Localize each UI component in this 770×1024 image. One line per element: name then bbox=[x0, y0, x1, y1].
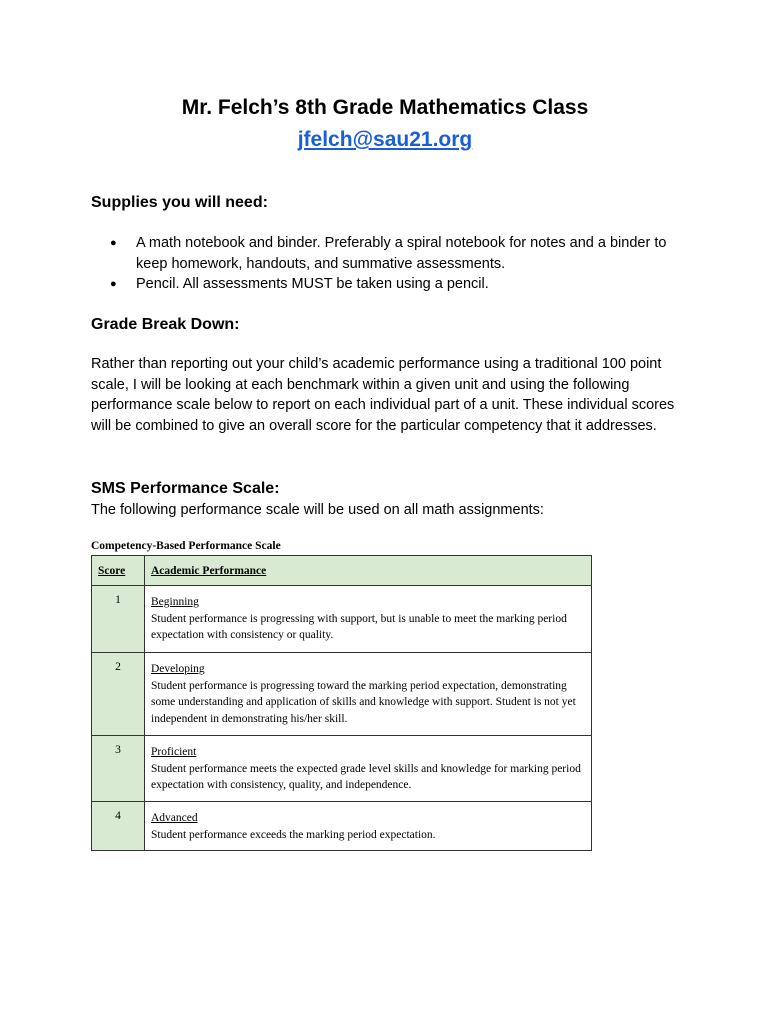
score-cell: 1 bbox=[92, 586, 145, 653]
description-cell bbox=[145, 736, 592, 802]
performance-column-header: Academic Performance bbox=[145, 556, 592, 586]
level-name: Developing bbox=[151, 663, 205, 675]
description-cell bbox=[145, 653, 592, 736]
description-cell bbox=[145, 802, 592, 851]
supplies-list bbox=[110, 233, 690, 295]
sms-scale-heading: SMS Performance Scale: bbox=[91, 480, 280, 497]
table-row bbox=[92, 653, 592, 736]
description-cell bbox=[145, 586, 592, 653]
score-cell: 2 bbox=[92, 653, 145, 736]
score-cell: 4 bbox=[92, 802, 145, 851]
supplies-heading: Supplies you will need: bbox=[91, 194, 268, 211]
email-line bbox=[0, 126, 770, 154]
level-description: Student performance is progressing toward the marking period expectation, demonstrating some understanding and application of skills and knowledge with support. Student is not yet independent in demonstrating his/her skill. bbox=[151, 679, 576, 725]
sms-scale-intro: The following performance scale will be used on all math assignments: bbox=[91, 502, 544, 518]
list-item: ● A math notebook and binder. Preferably a spiral notebook for notes and a binder to keep homework, handouts, and summative assessments. bbox=[110, 233, 690, 274]
table-row bbox=[92, 736, 592, 802]
page-title: Mr. Felch’s 8th Grade Mathematics Class bbox=[181, 96, 589, 119]
grade-breakdown-paragraph: Rather than reporting out your child’s academic performance using a traditional 100 point scale, I will be looking at each benchmark within a given unit and using the following performance scale below to report on each individual part of a unit. These individual scores will be combined to give an overall score for the particular competency that it addresses. bbox=[91, 356, 675, 434]
grade-breakdown-heading: Grade Break Down: bbox=[91, 316, 240, 333]
table-header-row bbox=[92, 556, 592, 586]
table-caption: Competency-Based Performance Scale bbox=[91, 540, 281, 552]
score-column-header: Score bbox=[92, 556, 145, 586]
performance-scale-table bbox=[91, 555, 592, 851]
level-description: Student performance exceeds the marking period expectation. bbox=[151, 828, 436, 841]
list-item: ● Pencil. All assessments MUST be taken using a pencil. bbox=[110, 274, 690, 295]
level-name: Proficient bbox=[151, 746, 197, 758]
table-row bbox=[92, 586, 592, 653]
level-description: Student performance meets the expected grade level skills and knowledge for marking period expectation with consistency, quality, and independence. bbox=[151, 762, 581, 791]
score-cell: 3 bbox=[92, 736, 145, 802]
level-description: Student performance is progressing with support, but is unable to meet the marking period expectation with consistency or quality. bbox=[151, 612, 567, 641]
email-link[interactable]: jfelch@sau21.org bbox=[297, 128, 473, 151]
level-name: Beginning bbox=[151, 596, 199, 608]
table-row bbox=[92, 802, 592, 851]
level-name: Advanced bbox=[151, 812, 198, 824]
